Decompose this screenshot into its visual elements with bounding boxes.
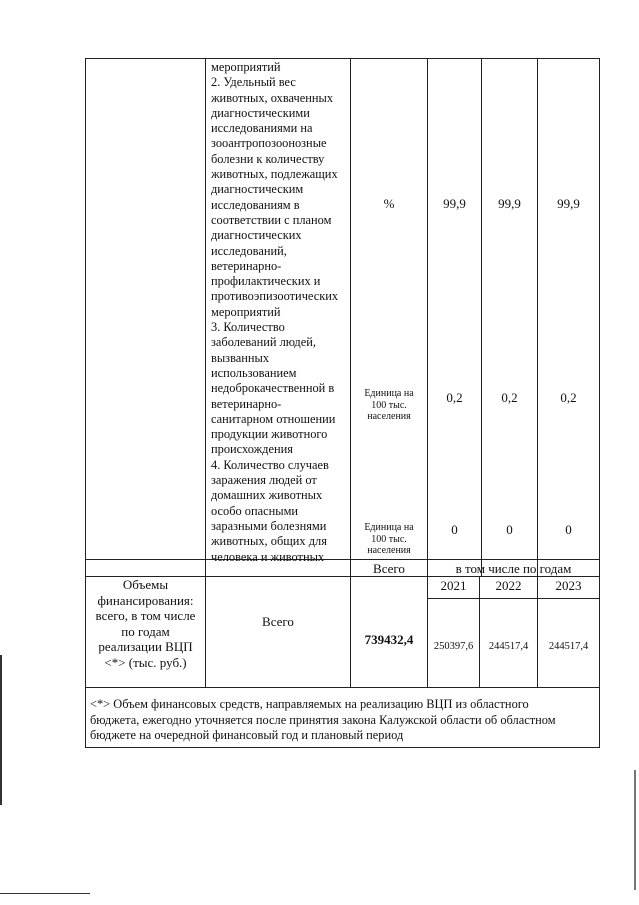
indicator-line: вызванных bbox=[211, 350, 270, 365]
indicator-line: домашних животных bbox=[211, 488, 323, 503]
unit-percent: % bbox=[383, 196, 395, 211]
indicator-line: особо опасными bbox=[211, 503, 299, 518]
indicator-line: мероприятий bbox=[211, 304, 281, 319]
value-2023-row3: 0 bbox=[565, 522, 572, 537]
indicator-line: исследованиями на bbox=[211, 121, 313, 136]
indicator-line: 3. Количество bbox=[211, 320, 285, 335]
indicator-line: 2. Удельный вес bbox=[211, 75, 296, 90]
grid-h-financing-end bbox=[85, 687, 600, 688]
indicator-line: профилактических и bbox=[211, 274, 321, 289]
year-2021: 2021 bbox=[440, 578, 467, 593]
indicator-text bbox=[211, 60, 351, 565]
value-2021-row1: 99,9 bbox=[443, 196, 466, 211]
indicator-line: соответствии с планом bbox=[211, 212, 332, 227]
indicator-line: исследованиям в bbox=[211, 197, 300, 212]
value-2021-row2: 0,2 bbox=[446, 390, 463, 405]
indicator-line: животных, общих для bbox=[211, 534, 327, 549]
amount-2023: 244517,4 bbox=[548, 641, 589, 652]
value-2023-row1: 99,9 bbox=[557, 196, 580, 211]
indicator-line: диагностических bbox=[211, 228, 302, 243]
years-header: в том числе по годам bbox=[455, 561, 572, 576]
indicator-line: санитарном отношении bbox=[211, 411, 336, 426]
financing-label: Объемы финансирования: всего, в том числе по годам реализации ВЦП <*> (тыс. руб.) bbox=[95, 577, 196, 670]
indicator-line: животных, подлежащих bbox=[211, 167, 338, 182]
scan-edge-mark-left bbox=[0, 655, 2, 805]
indicator-line: исследований, bbox=[211, 243, 287, 258]
scan-edge-mark-bottom bbox=[0, 893, 90, 894]
value-2022-row3: 0 bbox=[506, 522, 513, 537]
unit-per-100k-row2: Единица на 100 тыс. населения bbox=[364, 388, 414, 422]
value-2021-row3: 0 bbox=[451, 522, 458, 537]
indicator-line: противоэпизоотических bbox=[211, 289, 339, 304]
total-header: Всего bbox=[373, 561, 405, 576]
indicator-line: заражения людей от bbox=[211, 473, 317, 488]
amount-2021: 250397,6 bbox=[433, 641, 474, 652]
indicator-line: диагностическими bbox=[211, 105, 310, 120]
table-border-right bbox=[599, 58, 600, 748]
indicator-line: продукции животного bbox=[211, 427, 328, 442]
indicator-line: недоброкачественной в bbox=[211, 381, 335, 396]
indicator-line: использованием bbox=[211, 365, 297, 380]
indicator-line: заразными болезнями bbox=[211, 518, 327, 533]
indicator-line: человека и животных bbox=[211, 549, 325, 564]
value-2022-row1: 99,9 bbox=[498, 196, 521, 211]
year-2022: 2022 bbox=[495, 578, 522, 593]
year-2023: 2023 bbox=[555, 578, 582, 593]
scan-edge-mark-right bbox=[634, 770, 636, 890]
table-border-top bbox=[85, 58, 600, 59]
table-border-bottom bbox=[85, 747, 600, 748]
grid-v-5 bbox=[537, 58, 538, 576]
financing-total: 739432,4 bbox=[364, 632, 414, 647]
indicator-line: болезни к количеству bbox=[211, 151, 325, 166]
footnote: <*> Объем финансовых средств, направляемых на реализацию ВЦП из областного бюджета, ежегодно уточняется после принятия закона Калужской области об областном бюджете на очередной финансовый год и плановый период bbox=[90, 697, 556, 742]
indicator-line: заболеваний людей, bbox=[211, 335, 316, 350]
value-2023-row2: 0,2 bbox=[560, 390, 577, 405]
grid-h-years-end bbox=[427, 598, 600, 599]
financing-source: Всего bbox=[262, 614, 294, 629]
indicator-line: зооантропозоонозные bbox=[211, 136, 327, 151]
value-2022-row2: 0,2 bbox=[501, 390, 518, 405]
indicator-line: диагностическим bbox=[211, 182, 304, 197]
indicator-line: животных, охваченных bbox=[211, 90, 334, 105]
grid-v-1 bbox=[205, 58, 206, 687]
indicator-line: ветеринарно- bbox=[211, 258, 282, 273]
indicator-line: происхождения bbox=[211, 442, 293, 457]
indicator-line: ветеринарно- bbox=[211, 396, 282, 411]
indicator-line: 4. Количество случаев bbox=[211, 457, 329, 472]
grid-v-4 bbox=[481, 58, 482, 576]
indicator-line: мероприятий bbox=[211, 60, 281, 74]
amount-2022: 244517,4 bbox=[488, 641, 529, 652]
unit-per-100k-row3: Единица на 100 тыс. населения bbox=[364, 522, 414, 556]
